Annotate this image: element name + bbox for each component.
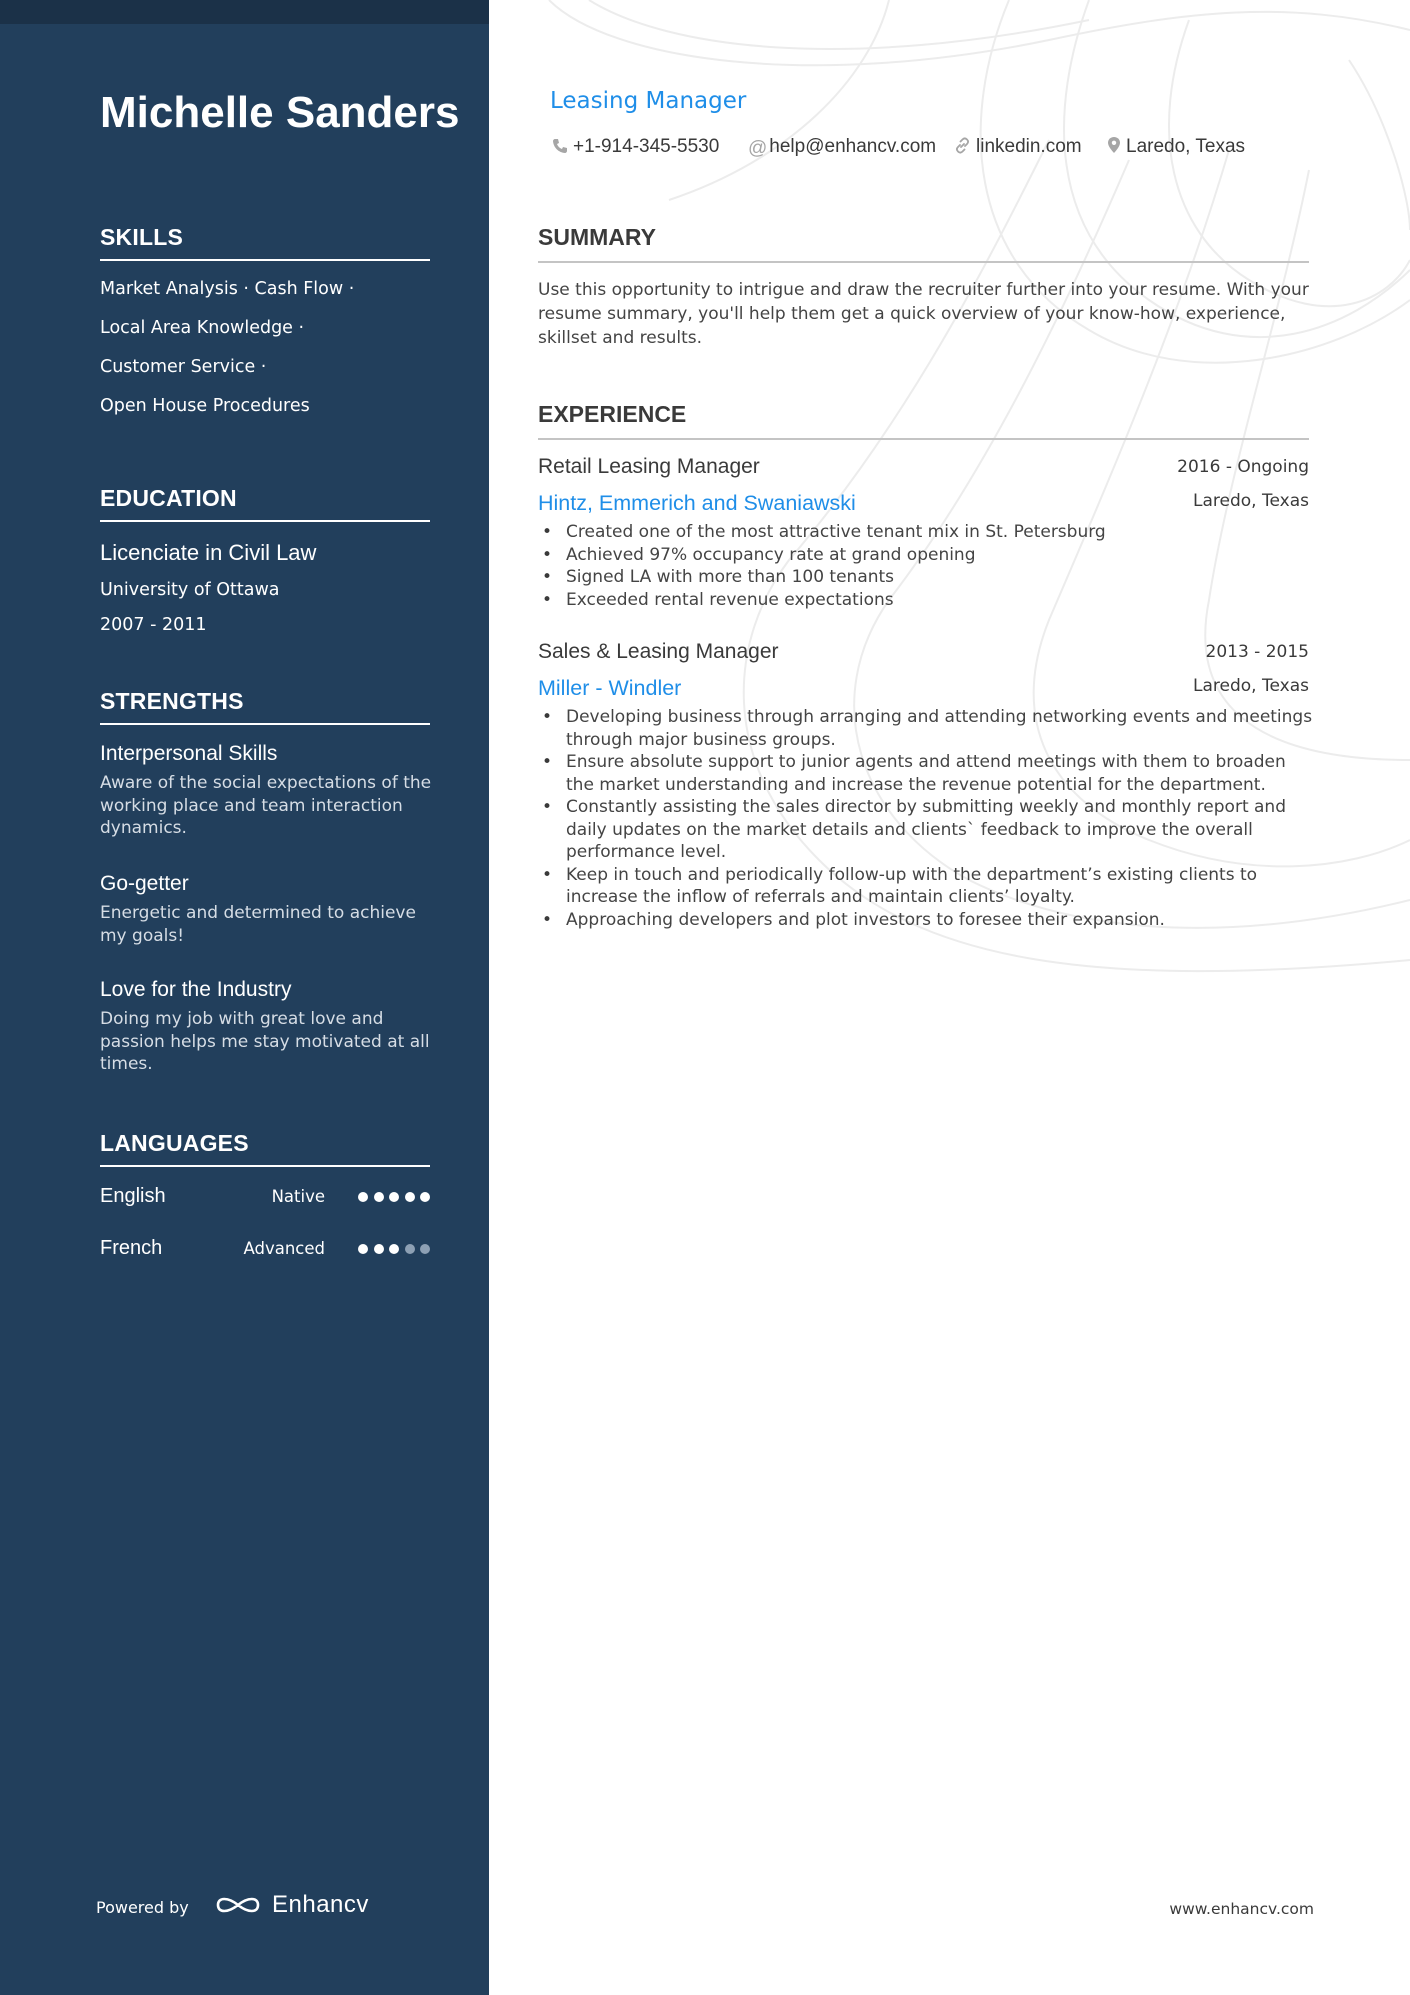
skills-line: Local Area Knowledge ·: [100, 318, 305, 338]
experience-bullets: [538, 706, 1318, 931]
phone-text: +1-914-345-5530: [573, 136, 720, 157]
rating-dot: [358, 1192, 368, 1202]
strengths-heading: STRENGTHS: [100, 688, 430, 725]
experience-bullet: • Ensure absolute support to junior agents and attend meetings with them to broaden the market understanding and increase the revenue potential for the department.: [538, 751, 1318, 796]
contact-location: [1107, 136, 1245, 158]
language-name: English: [100, 1185, 166, 1207]
skills-line: Customer Service ·: [100, 357, 267, 377]
powered-by-label: Powered by: [96, 1898, 189, 1917]
phone-icon: [552, 138, 568, 154]
strength-title: Go-getter: [100, 872, 189, 895]
experience-heading: EXPERIENCE: [538, 401, 1309, 440]
experience-bullets: [538, 521, 1318, 611]
experience-bullet: • Exceeded rental revenue expectations: [538, 589, 1318, 612]
language-row: [100, 1185, 430, 1213]
experience-role: Retail Leasing Manager: [538, 455, 760, 478]
job-title: Leasing Manager: [550, 88, 747, 114]
rating-dot: [374, 1192, 384, 1202]
rating-dot: [405, 1192, 415, 1202]
education-degree: Licenciate in Civil Law: [100, 540, 317, 565]
strength-description: Doing my job with great love and passion helps me stay motivated at all times.: [100, 1009, 430, 1074]
rating-dot: [389, 1192, 399, 1202]
experience-location: Laredo, Texas: [1193, 491, 1309, 511]
summary-heading: SUMMARY: [538, 224, 1309, 263]
at-icon: @: [748, 138, 768, 159]
rating-dot: [420, 1192, 430, 1202]
enhancv-logo[interactable]: [214, 1889, 374, 1921]
experience-bullet: • Constantly assisting the sales director by submitting weekly and monthly report and daily updates on the market details and clients` feedback to improve the overall performance level.: [538, 796, 1318, 864]
skills-heading: SKILLS: [100, 224, 430, 261]
experience-bullet: • Approaching developers and plot investors to foresee their expansion.: [538, 909, 1318, 932]
language-name: French: [100, 1237, 163, 1259]
rating-dot: [405, 1244, 415, 1254]
experience-company[interactable]: Hintz, Emmerich and Swaniawski: [538, 491, 856, 515]
skills-line: Open House Procedures: [100, 396, 310, 416]
experience-bullet: • Achieved 97% occupancy rate at grand opening: [538, 544, 1318, 567]
link-text: linkedin.com: [976, 136, 1082, 157]
rating-dot: [389, 1244, 399, 1254]
rating-dot: [358, 1244, 368, 1254]
strength-title: Love for the Industry: [100, 978, 292, 1001]
experience-bullet: • Created one of the most attractive tenant mix in St. Petersburg: [538, 521, 1318, 544]
language-rating: [358, 1244, 430, 1256]
experience-dates: 2013 - 2015: [1205, 642, 1309, 662]
contact-link[interactable]: [954, 136, 1082, 158]
language-row: [100, 1237, 430, 1265]
strength-item: [100, 872, 440, 947]
email-text: help@enhancv.com: [769, 136, 937, 157]
location-text: Laredo, Texas: [1126, 136, 1246, 157]
link-icon: [954, 137, 971, 154]
contact-email[interactable]: [748, 136, 936, 160]
experience-bullet: • Keep in touch and periodically follow-up with the department’s existing clients to increase the inflow of referrals and maintain clients’ loyalty.: [538, 864, 1318, 909]
experience-role: Sales & Leasing Manager: [538, 640, 779, 663]
language-level: Advanced: [243, 1239, 325, 1258]
languages-heading: LANGUAGES: [100, 1130, 430, 1167]
experience-company[interactable]: Miller - Windler: [538, 676, 682, 700]
strength-description: Energetic and determined to achieve my goals!: [100, 903, 416, 946]
website-link[interactable]: www.enhancv.com: [1169, 1900, 1314, 1918]
enhancv-logo-text: Enhancv: [272, 1891, 369, 1918]
rating-dot: [374, 1244, 384, 1254]
contact-phone[interactable]: [552, 136, 719, 158]
language-rating: [358, 1192, 430, 1204]
summary-text: Use this opportunity to intrigue and draw the recruiter further into your resume. With your resume summary, you'll help them get a quick overview of your know-how, experience, skillset and results.: [538, 280, 1309, 348]
experience-dates: 2016 - Ongoing: [1177, 457, 1309, 477]
enhancv-logo-icon: [214, 1893, 262, 1917]
location-pin-icon: [1107, 136, 1121, 154]
candidate-name: Michelle Sanders: [100, 88, 460, 137]
experience-bullet: • Developing business through arranging and attending networking events and meetings through major business groups.: [538, 706, 1318, 751]
experience-bullet: • Signed LA with more than 100 tenants: [538, 566, 1318, 589]
strength-title: Interpersonal Skills: [100, 742, 278, 765]
education-school: University of Ottawa: [100, 580, 280, 600]
rating-dot: [420, 1244, 430, 1254]
language-level: Native: [271, 1187, 325, 1206]
strength-item: [100, 978, 440, 1076]
sidebar: [0, 0, 489, 1995]
education-heading: EDUCATION: [100, 485, 430, 522]
strength-description: Aware of the social expectations of the working place and team interaction dynamics.: [100, 773, 432, 838]
sidebar-top-bar: [0, 0, 489, 24]
education-dates: 2007 - 2011: [100, 615, 207, 635]
experience-location: Laredo, Texas: [1193, 676, 1309, 696]
skills-line: Market Analysis · Cash Flow ·: [100, 279, 355, 299]
strength-item: [100, 742, 440, 840]
